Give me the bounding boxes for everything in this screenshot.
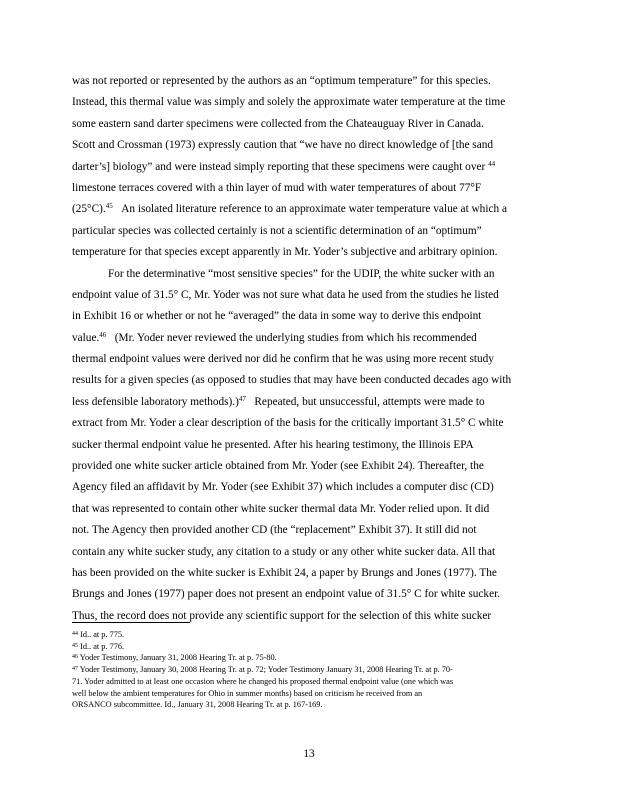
- text-line: [72, 157, 602, 178]
- footnotes: [72, 629, 602, 711]
- text-line: endpoint value of 31.5° C, Mr. Yoder was not sure what data he used from the studies he listed: [72, 288, 499, 301]
- text-segment: value.: [72, 331, 100, 344]
- text-segment: (25°C).: [72, 203, 106, 216]
- text-line: particular species was collected certainly is not a scientific determination of an “optimum”: [72, 224, 482, 237]
- footnote-number: 47: [72, 666, 78, 673]
- page-number: 13: [303, 748, 315, 760]
- text-line: [72, 328, 602, 349]
- footnote-ref-44: 44: [488, 159, 496, 168]
- footnote-divider: [72, 622, 190, 623]
- text-line: some eastern sand darter specimens were collected from the Chateauguay River in Canada.: [72, 117, 484, 130]
- footnote-text: Id.. at p. 776.: [80, 641, 125, 651]
- text-line: that was represented to contain other white sucker thermal data Mr. Yoder relied upon. It did: [72, 502, 490, 515]
- text-segment: darter’s] biology” and were instead simply reporting that these specimens were caught over: [72, 160, 486, 173]
- text-line: Thus, the record does not provide any scientific support for the selection of this white sucker: [72, 609, 492, 622]
- footnote: [72, 664, 602, 676]
- text-line: Brungs and Jones (1977) paper does not present an endpoint value of 31.5° C for white sucker.: [72, 588, 501, 601]
- footnote-ref-47: 47: [238, 394, 246, 403]
- footnote-text: Yoder Testimony, January 30, 2008 Hearing Tr. at p. 72; Yoder Testimony January 31, 2008 Hearing Tr. at p. 70-: [79, 665, 453, 675]
- footnote: [72, 641, 602, 653]
- footnote-ref-46: 46: [99, 330, 107, 339]
- footnote-continuation: 71. Yoder admitted to at least one occasion where he changed his proposed thermal endpoint value (one which was: [72, 676, 454, 686]
- footnote: [72, 652, 602, 664]
- footnote-text: Id.. at p. 775.: [80, 630, 125, 639]
- text-line: not. The Agency then provided another CD (the “replacement” Exhibit 37). It still did not: [72, 524, 477, 537]
- footnote-number: 46: [72, 654, 78, 661]
- text-line: results for a given species (as opposed to studies that may have been conducted decades ago with: [72, 374, 512, 387]
- text-line: sucker thermal endpoint value he presented. After his hearing testimony, the Illinois EPA: [72, 438, 474, 451]
- text-segment: An isolated literature reference to an approximate water temperature value at which a: [121, 203, 507, 216]
- text-line: contain any white sucker study, any citation to a study or any other white sucker data. All that: [72, 545, 496, 558]
- footnote-continuation: ORSANCO subcommittee. Id., January 31, 2008 Hearing Tr. at p. 167-169.: [72, 700, 323, 710]
- text-line: was not reported or represented by the authors as an “optimum temperature” for this species.: [72, 75, 491, 87]
- text-line: For the determinative “most sensitive species” for the UDIP, the white sucker with an: [108, 267, 495, 280]
- text-line: Agency filed an affidavit by Mr. Yoder (see Exhibit 37) which includes a computer disc (CD): [72, 481, 494, 494]
- text-line: extract from Mr. Yoder a clear description of the basis for the critically important 31.5° C white: [72, 417, 504, 430]
- footnote-number: 44: [72, 631, 78, 637]
- text-line: in Exhibit 16 or whether or not he “averaged” the data in some way to derive this endpoint: [72, 310, 482, 323]
- footnote-text: Yoder Testimony, January 31, 2008 Hearing Tr. at p. 75-80.: [79, 653, 277, 663]
- text-segment: less defensible laboratory methods).): [72, 395, 239, 408]
- text-segment: Repeated, but unsuccessful, attempts were made to: [254, 395, 485, 408]
- text-line: limestone terraces covered with a thin layer of mud with water temperatures of about 77°F: [72, 181, 482, 194]
- footnote-continuation: well below the ambient temperatures for Ohio in summer months) based on criticism he received from an: [72, 688, 423, 698]
- footnote: [72, 629, 602, 641]
- text-line: Scott and Crossman (1973) expressly caution that “we have no direct knowledge of [the sand: [72, 139, 494, 152]
- text-line: thermal endpoint values were derived nor did he confirm that he was using more recent study: [72, 353, 494, 366]
- footnote-ref-45: 45: [105, 202, 113, 211]
- text-line: temperature for that species except apparently in Mr. Yoder’s subjective and arbitrary opinion.: [72, 246, 498, 259]
- text-line: Instead, this thermal value was simply and solely the approximate water temperature at the time: [72, 96, 506, 109]
- text-line: provided one white sucker article obtained from Mr. Yoder (see Exhibit 24). Thereafter, the: [72, 460, 484, 473]
- text-segment: (Mr. Yoder never reviewed the underlying studies from which his recommended: [114, 331, 477, 344]
- text-line: [72, 199, 602, 220]
- text-line: [72, 392, 602, 413]
- footnote-number: 45: [72, 642, 78, 649]
- body-text: [72, 71, 602, 627]
- text-line: has been provided on the white sucker is Exhibit 24, a paper by Brungs and Jones (1977). The: [72, 566, 497, 579]
